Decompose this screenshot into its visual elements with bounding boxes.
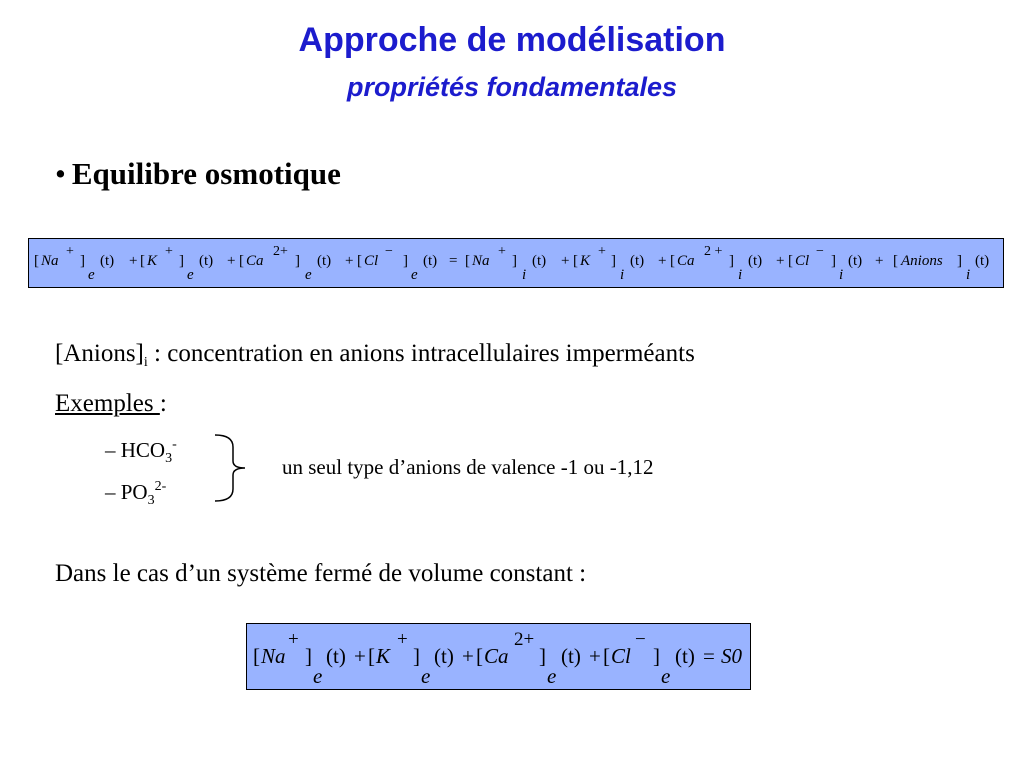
- eq1-rhs-na-base: Na: [472, 253, 490, 269]
- eq1-rhs-na-compartment: i: [522, 267, 527, 283]
- eq1-lhs-plus-3: +: [345, 253, 354, 269]
- example-sub: 3: [147, 493, 155, 508]
- eq1-rhs-k-charge: +: [598, 244, 606, 259]
- eq2-plus-2: +: [462, 644, 474, 668]
- eq1-rhs-anions-time: (t): [975, 253, 990, 269]
- slide-title: Approche de modélisation: [298, 21, 726, 59]
- anions-label: [Anions]: [55, 340, 144, 367]
- eq1-lhs-k-compartment: e: [187, 267, 194, 283]
- eq1-rhs-cl-open: [: [788, 253, 793, 269]
- eq1-rhs-anions-open: [: [893, 253, 898, 269]
- eq1-rhs-plus-3: +: [776, 253, 785, 269]
- eq1-rhs-ca-open: [: [670, 253, 675, 269]
- eq1-lhs-ca-compartment: e: [305, 267, 312, 283]
- anions-subscript: i: [143, 355, 148, 370]
- eq2-k-close: ]: [413, 644, 420, 668]
- eq2-na-compartment: e: [313, 664, 323, 688]
- eq1-rhs-cl-compartment: i: [839, 267, 844, 283]
- eq1-lhs-k-time: (t): [199, 253, 214, 269]
- example-dash: –: [105, 480, 116, 504]
- eq2-plus-3: +: [589, 644, 601, 668]
- eq1-lhs-cl-time: (t): [423, 253, 438, 269]
- eq2-equals: =: [703, 644, 715, 668]
- eq2-k-compartment: e: [421, 664, 431, 688]
- eq1-lhs-ca-close: ]: [295, 253, 300, 269]
- eq1-lhs-cl-open: [: [357, 253, 362, 269]
- examples-heading: [55, 390, 167, 418]
- eq1-rhs-ca-time: (t): [748, 253, 763, 269]
- eq2-ca-charge: 2+: [514, 629, 535, 650]
- eq2-cl-time: (t): [675, 644, 695, 668]
- eq1-lhs-cl-base: Cl: [364, 253, 379, 269]
- eq1-rhs-cl-close: ]: [831, 253, 836, 269]
- slide-subtitle: propriétés fondamentales: [346, 72, 678, 102]
- eq1-rhs-plus-4: +: [875, 253, 884, 269]
- eq1-lhs-na-charge: +: [66, 244, 74, 259]
- closed-system-text: Dans le cas d’un système fermé de volume constant :: [55, 560, 587, 587]
- eq2-ca-open: [: [476, 644, 483, 668]
- eq1-lhs-ca-base: Ca: [246, 253, 264, 269]
- eq1-lhs-cl-charge: −: [385, 244, 393, 259]
- example-base: HCO: [120, 438, 166, 462]
- eq1-rhs-plus-1: +: [561, 253, 570, 269]
- eq1-rhs-na-close: ]: [512, 253, 517, 269]
- eq1-rhs-cl-base: Cl: [795, 253, 810, 269]
- eq1-rhs-k-close: ]: [611, 253, 616, 269]
- eq2-ca-time: (t): [561, 644, 581, 668]
- eq1-lhs-k-close: ]: [179, 253, 184, 269]
- bullet-heading: [55, 156, 341, 192]
- anions-definition: [55, 340, 695, 371]
- bullet-dot: •: [55, 156, 66, 191]
- eq1-lhs-ca-open: [: [239, 253, 244, 269]
- eq1-rhs-k-compartment: i: [620, 267, 625, 283]
- eq1-lhs-k-base: K: [147, 253, 158, 269]
- eq2-plus-1: +: [354, 644, 366, 668]
- equation-closed-system: [246, 623, 751, 690]
- example-sup: -: [172, 437, 177, 452]
- eq1-lhs-plus-1: +: [129, 253, 138, 269]
- eq2-na-open: [: [253, 644, 260, 668]
- eq1-lhs-k-charge: +: [165, 244, 173, 259]
- eq1-rhs-na-time: (t): [532, 253, 547, 269]
- eq2-cl-base: Cl: [611, 644, 631, 668]
- eq1-lhs-k-open: [: [140, 253, 145, 269]
- eq1-lhs-na-close: ]: [80, 253, 85, 269]
- eq1-equals: =: [449, 253, 458, 269]
- eq1-lhs-na-compartment: e: [88, 267, 95, 283]
- example-item-hco3: [105, 437, 177, 467]
- eq1-rhs-ca-base: Ca: [677, 253, 695, 269]
- equation-osmotic-balance: [28, 238, 1004, 288]
- eq1-rhs-anions-close: ]: [957, 253, 962, 269]
- examples-colon: :: [159, 390, 167, 417]
- eq1-lhs-ca-charge: 2+: [273, 244, 288, 259]
- eq1-rhs-ca-compartment: i: [738, 267, 743, 283]
- eq1-rhs-cl-charge: −: [816, 244, 824, 259]
- eq1-rhs-cl-time: (t): [848, 253, 863, 269]
- heading-text: Equilibre osmotique: [71, 156, 341, 191]
- eq1-rhs-na-open: [: [465, 253, 470, 269]
- eq2-na-close: ]: [305, 644, 312, 668]
- eq1-lhs-na-time: (t): [100, 253, 115, 269]
- eq2-na-base: Na: [261, 644, 286, 668]
- eq1-lhs-ca-time: (t): [317, 253, 332, 269]
- example-sub: 3: [165, 451, 173, 466]
- eq1-lhs-na-open: [: [34, 253, 39, 269]
- eq2-result: S0: [721, 644, 742, 668]
- eq2-ca-base: Ca: [484, 644, 509, 668]
- eq2-k-base: K: [376, 644, 391, 668]
- example-sup: 2-: [154, 479, 167, 494]
- eq1-lhs-cl-close: ]: [403, 253, 408, 269]
- eq2-k-open: [: [368, 644, 375, 668]
- eq2-cl-charge: −: [635, 629, 646, 650]
- eq1-lhs-cl-compartment: e: [411, 267, 418, 283]
- eq1-rhs-na-charge: +: [498, 244, 506, 259]
- eq2-cl-close: ]: [653, 644, 660, 668]
- eq1-rhs-anions-compartment: i: [966, 267, 971, 283]
- eq1-rhs-anions-base: Anions: [901, 253, 943, 269]
- example-dash: –: [105, 438, 116, 462]
- right-brace-icon: [213, 433, 253, 503]
- eq1-lhs-na-base: Na: [41, 253, 59, 269]
- eq1-rhs-ca-close: ]: [729, 253, 734, 269]
- examples-label: Exemples: [55, 390, 160, 417]
- eq2-ca-close: ]: [539, 644, 546, 668]
- eq2-na-time: (t): [326, 644, 346, 668]
- eq2-cl-compartment: e: [661, 664, 671, 688]
- eq1-lhs-plus-2: +: [227, 253, 236, 269]
- eq1-rhs-ca-charge: 2 +: [704, 244, 723, 259]
- example-base: PO: [120, 480, 148, 504]
- anions-description: : concentration en anions intracellulaires imperméants: [147, 340, 695, 367]
- example-item-po3: [105, 479, 166, 509]
- eq1-rhs-k-base: K: [580, 253, 591, 269]
- eq2-ca-compartment: e: [547, 664, 557, 688]
- examples-note: un seul type d’anions de valence -1 ou -1,12: [282, 455, 654, 479]
- eq2-k-time: (t): [434, 644, 454, 668]
- eq2-na-charge: +: [288, 629, 299, 650]
- eq1-rhs-k-open: [: [573, 253, 578, 269]
- eq1-rhs-plus-2: +: [658, 253, 667, 269]
- eq1-rhs-k-time: (t): [630, 253, 645, 269]
- eq2-cl-open: [: [603, 644, 610, 668]
- eq2-k-charge: +: [397, 629, 408, 650]
